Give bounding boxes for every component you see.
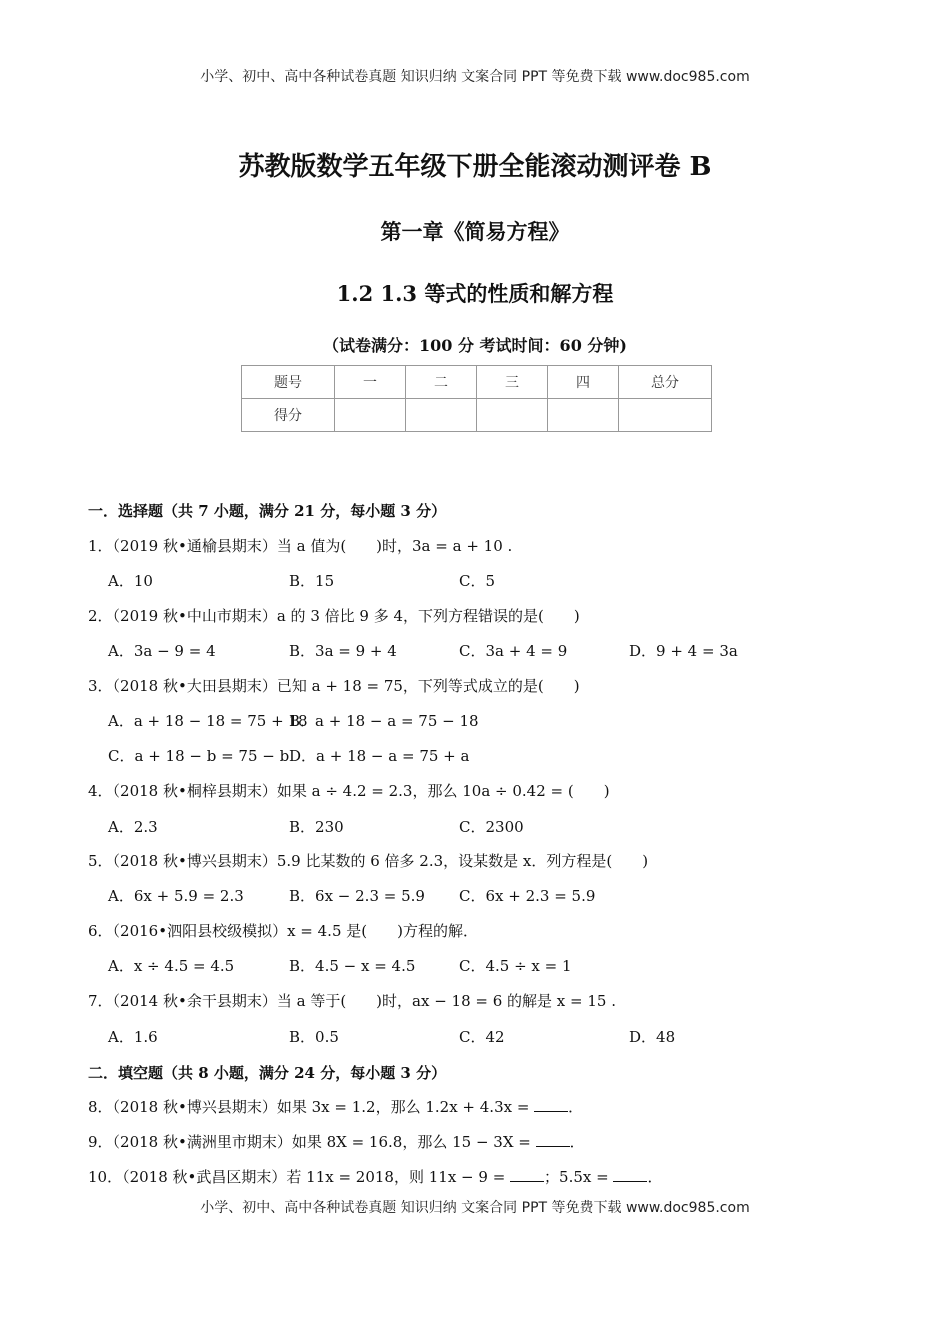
exam-info: （试卷满分：100 分 考试时间：60 分钟) [323,336,627,355]
footer-banner: 小学、初中、高中各种试卷真题 知识归纳 文案合同 PPT 等免费下载 www.doc985.com [200,1200,750,1216]
score-cell[interactable] [548,399,619,432]
answer-blank[interactable] [536,1132,570,1147]
fill-question-middle: ；5.5x = [544,1168,614,1186]
option[interactable]: D．48 [629,1028,676,1046]
score-table [241,365,712,432]
option[interactable]: A．6x + 5.9 = 2.3 [108,887,244,905]
option[interactable]: C．4.5 ÷ x = 1 [459,957,572,975]
option[interactable]: B．6x − 2.3 = 5.9 [289,887,425,905]
option[interactable]: C．3a + 4 = 9 [459,642,568,660]
answer-blank[interactable] [534,1097,568,1112]
score-cell[interactable] [335,399,406,432]
option[interactable]: A．1.6 [108,1028,158,1046]
option[interactable]: A．2.3 [108,818,158,836]
fill-question-suffix: ． [569,1133,585,1151]
score-header-cell: 二 [406,366,477,399]
score-cell[interactable] [477,399,548,432]
option[interactable]: C．6x + 2.3 = 5.9 [459,887,596,905]
option[interactable]: B．0.5 [289,1028,339,1046]
answer-blank[interactable] [613,1167,647,1182]
option[interactable]: B．15 [289,572,335,590]
header-banner: 小学、初中、高中各种试卷真题 知识归纳 文案合同 PPT 等免费下载 www.doc985.com [200,69,750,85]
option[interactable]: B．a + 18 − a = 75 − 18 [289,712,479,730]
lesson-title: 1.2 1.3 等式的性质和解方程 [336,281,614,306]
option[interactable]: B．230 [289,818,344,836]
option[interactable]: C．a + 18 − b = 75 − b [108,747,290,765]
score-header-cell: 一 [335,366,406,399]
score-header-cell: 四 [548,366,619,399]
option[interactable]: D．a + 18 − a = 75 + a [289,747,470,765]
option[interactable]: A．3a − 9 = 4 [108,642,216,660]
section-heading-fill: 二．填空题（共 8 小题，满分 24 分，每小题 3 分） [88,1064,447,1082]
question-text: 1．（2019 秋•通榆县期末）当 a 值为( )时，3a = a + 10 . [88,537,513,555]
score-header-cell: 三 [477,366,548,399]
question-text: 7．（2014 秋•余干县期末）当 a 等于( )时，ax − 18 = 6 的解是 x = 15 . [88,992,616,1010]
question-text: 3．（2018 秋•大田县期末）已知 a + 18 = 75，下列等式成立的是( ) [88,677,580,695]
question-text: 4．（2018 秋•桐梓县期末）如果 a ÷ 4.2 = 2.3，那么 10a ÷ 0.42 = ( ) [88,782,610,800]
option[interactable]: A．10 [108,572,153,590]
fill-question-suffix: ． [647,1168,663,1186]
score-cell[interactable] [406,399,477,432]
score-table-header-row [242,366,712,399]
score-table-score-row [242,399,712,432]
fill-question-text: 10．（2018 秋•武昌区期末）若 11x = 2018，则 11x − 9 = [88,1168,511,1186]
score-cell[interactable] [619,399,712,432]
section-heading-choice: 一．选择题（共 7 小题，满分 21 分，每小题 3 分） [88,502,447,520]
option[interactable]: B．3a = 9 + 4 [289,642,397,660]
score-header-cell: 总分 [619,366,712,399]
option[interactable]: C．2300 [459,818,524,836]
option[interactable]: A．a + 18 − 18 = 75 + 18 [108,712,308,730]
fill-question [88,1131,585,1152]
question-text: 5．（2018 秋•博兴县期末）5.9 比某数的 6 倍多 2.3，设某数是 x．列方程是( ) [88,852,649,870]
option[interactable]: D．9 + 4 = 3a [629,642,738,660]
question-text: 2．（2019 秋•中山市期末）a 的 3 倍比 9 多 4，下列方程错误的是( ) [88,607,580,625]
fill-question-text: 9．（2018 秋•满洲里市期末）如果 8X = 16.8，那么 15 − 3X = [88,1133,536,1151]
chapter-title: 第一章《简易方程》 [380,219,570,244]
exam-title: 苏教版数学五年级下册全能滚动测评卷 B [238,152,712,182]
option[interactable]: B．4.5 − x = 4.5 [289,957,416,975]
option[interactable]: C．5 [459,572,496,590]
answer-blank[interactable] [510,1167,544,1182]
fill-question-text: 8．（2018 秋•博兴县期末）如果 3x = 1.2，那么 1.2x + 4.3x = [88,1098,535,1116]
fill-question [88,1166,662,1187]
score-header-cell: 题号 [242,366,335,399]
option[interactable]: C．42 [459,1028,505,1046]
fill-question [88,1096,583,1117]
option[interactable]: A．x ÷ 4.5 = 4.5 [108,957,235,975]
score-row-label: 得分 [242,399,335,432]
question-text: 6．（2016•泗阳县校级模拟）x = 4.5 是( )方程的解． [88,922,478,940]
fill-question-suffix: ． [568,1098,584,1116]
